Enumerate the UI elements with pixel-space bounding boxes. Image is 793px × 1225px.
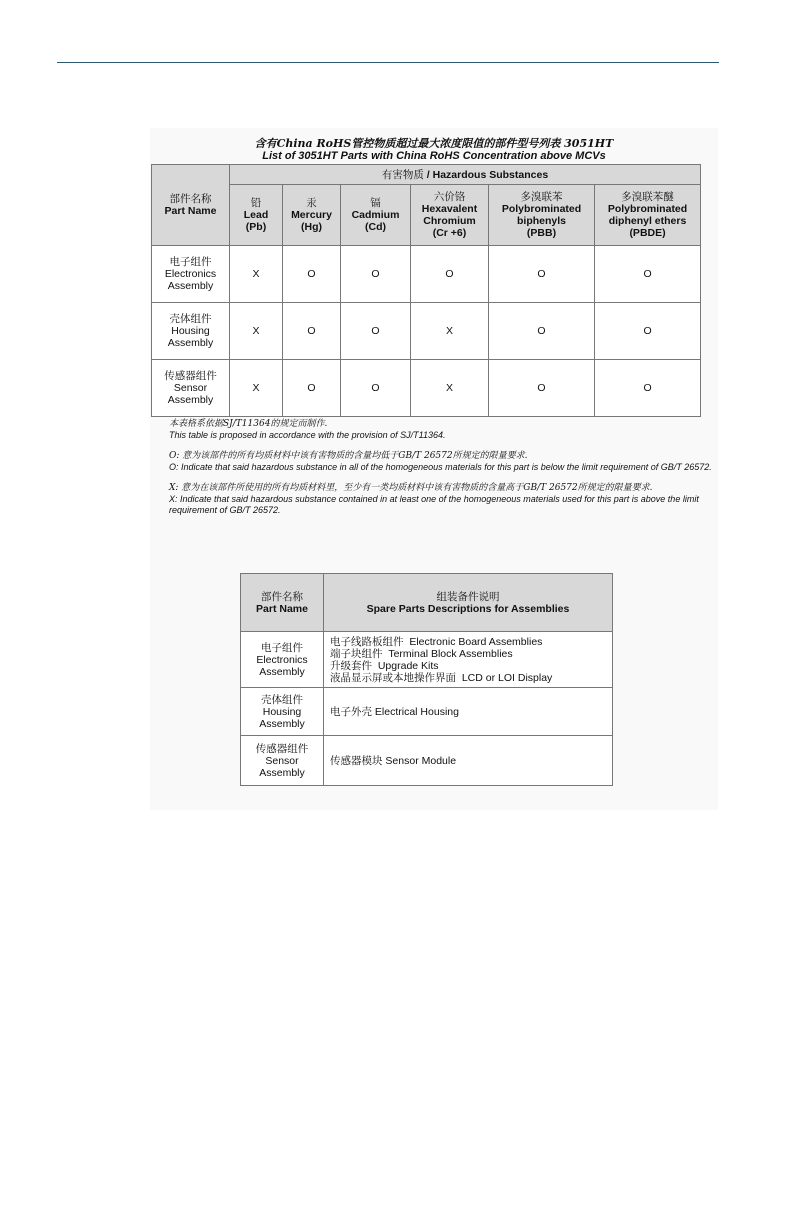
group-header-en: / Hazardous Substances xyxy=(426,168,549,181)
value-cell: O xyxy=(411,246,489,303)
table-row xyxy=(241,736,613,786)
part-name-header xyxy=(152,165,230,246)
substance-en: Lead xyxy=(243,209,269,221)
value-cell: X xyxy=(411,360,489,417)
header-rule xyxy=(57,62,719,63)
substance-en: (PBDE) xyxy=(629,227,666,239)
description-zh: 升级套件 xyxy=(330,659,372,672)
note-3-zh: X: 意为在该部件所使用的所有均质材料里，至少有一类均质材料中该有害物质的含量高于GB/T 26572所规定的限量要求. xyxy=(169,483,653,493)
note-3 xyxy=(169,482,717,516)
substance-zh: 六价铬 xyxy=(433,191,466,203)
part-name-cell xyxy=(152,360,230,417)
substance-en: Hexavalent xyxy=(421,203,478,215)
value-cell: O xyxy=(489,360,595,417)
substance-en: (Pb) xyxy=(245,221,267,233)
table-row xyxy=(241,632,613,688)
part-en: Sensor xyxy=(173,382,208,394)
description-line xyxy=(330,672,612,684)
description-line xyxy=(330,755,612,767)
substance-header xyxy=(411,185,489,246)
rohs-header-row xyxy=(152,165,701,185)
table-row xyxy=(152,360,701,417)
value-cell: X xyxy=(230,246,283,303)
substance-en: (Hg) xyxy=(301,221,322,233)
part-zh: 壳体组件 xyxy=(261,693,303,706)
value-cell: O xyxy=(489,246,595,303)
note-2 xyxy=(169,450,717,473)
part-zh: 传感器组件 xyxy=(164,370,217,382)
part-name-cell xyxy=(152,246,230,303)
table-row xyxy=(152,303,701,360)
part-en: Assembly xyxy=(259,717,305,730)
value-cell: O xyxy=(283,246,341,303)
part-en: Electronics xyxy=(256,653,308,666)
substance-en: Mercury xyxy=(291,209,332,221)
part-name-header xyxy=(241,574,324,632)
description-zh: 液晶显示屏或本地操作界面 xyxy=(330,671,456,684)
hazardous-substances-header xyxy=(230,165,701,185)
description-en: Sensor Module xyxy=(385,754,457,767)
description-header-zh: 组装备件说明 xyxy=(436,590,500,603)
substance-en: (Cd) xyxy=(365,221,386,233)
value-cell: X xyxy=(411,303,489,360)
note-2-zh: O: 意为该部件的所有均质材料中该有害物质的含量均低于GB/T 26572所规定的限量要求. xyxy=(169,451,528,461)
note-3-en: X: Indicate that said hazardous substance contained in at least one of the homogeneous materials used for this part is above the limit requirement of GB/T 26572. xyxy=(169,494,699,515)
substance-zh: 多溴联苯 xyxy=(520,191,563,203)
title-zh: 含有China RoHS管控物质超过最大浓度限值的部件型号列表 3051HT xyxy=(254,137,614,150)
part-zh: 电子组件 xyxy=(261,641,303,654)
part-name-cell xyxy=(152,303,230,360)
description-en: Upgrade Kits xyxy=(377,659,439,672)
substance-en: (PBB) xyxy=(526,227,557,239)
part-en: Assembly xyxy=(259,665,305,678)
substance-zh: 铅 xyxy=(250,197,262,209)
description-en: Electronic Board Assemblies xyxy=(409,635,543,648)
substance-en: (Cr +6) xyxy=(432,227,467,239)
description-cell xyxy=(324,736,613,786)
value-cell: O xyxy=(595,246,701,303)
part-en: Housing xyxy=(171,325,210,337)
substance-en: diphenyl ethers xyxy=(608,215,687,227)
part-zh: 壳体组件 xyxy=(169,313,212,325)
description-en: LCD or LOI Display xyxy=(461,671,553,684)
substance-en: Polybrominated xyxy=(607,203,688,215)
value-cell: O xyxy=(595,303,701,360)
part-name-cell xyxy=(241,688,324,736)
description-header-en: Spare Parts Descriptions for Assemblies xyxy=(366,602,570,615)
value-cell: O xyxy=(341,360,411,417)
value-cell: O xyxy=(341,303,411,360)
note-2-en: O: Indicate that said hazardous substance in all of the homogeneous materials for this part is below the limit requirement of GB/T 26572. xyxy=(169,462,712,472)
value-cell: X xyxy=(230,303,283,360)
substance-header xyxy=(230,185,283,246)
note-1 xyxy=(169,418,717,441)
substance-header xyxy=(341,185,411,246)
part-name-header-zh: 部件名称 xyxy=(169,193,212,205)
description-header xyxy=(324,574,613,632)
part-name-header-zh: 部件名称 xyxy=(261,590,303,603)
part-name-header-en: Part Name xyxy=(164,205,217,217)
substance-zh: 多溴联苯醚 xyxy=(621,191,674,203)
part-en: Sensor xyxy=(265,754,299,767)
description-line xyxy=(330,648,612,660)
description-zh: 端子块组件 xyxy=(330,647,383,660)
group-header-zh: 有害物质 xyxy=(381,168,424,181)
part-en: Assembly xyxy=(167,337,214,349)
part-name-cell xyxy=(241,632,324,688)
substance-en: Polybrominated xyxy=(501,203,582,215)
part-en: Housing xyxy=(262,705,302,718)
table-row xyxy=(241,688,613,736)
substance-en: Cadmium xyxy=(351,209,400,221)
description-en: Terminal Block Assemblies xyxy=(388,647,513,660)
description-line xyxy=(330,706,612,718)
substance-header xyxy=(489,185,595,246)
substance-zh: 镉 xyxy=(370,197,381,209)
description-zh: 传感器模块 xyxy=(330,754,383,767)
substance-header xyxy=(283,185,341,246)
value-cell: O xyxy=(489,303,595,360)
substance-header xyxy=(595,185,701,246)
part-zh: 传感器组件 xyxy=(255,742,309,755)
substance-en: biphenyls xyxy=(516,215,566,227)
value-cell: X xyxy=(230,360,283,417)
note-1-zh: 本表格系依据SJ/T11364的规定而制作. xyxy=(169,419,328,429)
description-zh: 电子外壳 xyxy=(330,705,372,718)
title-en: List of 3051HT Parts with China RoHS Concentration above MCVs xyxy=(262,150,606,162)
note-1-en: This table is proposed in accordance with the provision of SJ/T11364. xyxy=(169,430,446,440)
description-cell xyxy=(324,632,613,688)
part-en: Assembly xyxy=(167,280,214,292)
value-cell: O xyxy=(283,303,341,360)
part-en: Assembly xyxy=(259,766,305,779)
part-en: Assembly xyxy=(167,394,214,406)
description-line xyxy=(330,660,612,672)
description-en: Electrical Housing xyxy=(374,705,459,718)
notes xyxy=(169,418,717,525)
part-name-header-en: Part Name xyxy=(256,602,308,615)
substance-en: Chromium xyxy=(423,215,476,227)
value-cell: O xyxy=(283,360,341,417)
value-cell: O xyxy=(595,360,701,417)
part-en: Electronics xyxy=(164,268,217,280)
description-line xyxy=(330,636,612,648)
substance-zh: 汞 xyxy=(306,197,317,209)
rohs-table xyxy=(151,164,701,417)
description-cell xyxy=(324,688,613,736)
part-zh: 电子组件 xyxy=(169,256,212,268)
spare-parts-table xyxy=(240,573,613,786)
description-zh: 电子线路板组件 xyxy=(330,635,404,648)
substance-header-row xyxy=(152,185,701,246)
spare-header-row xyxy=(241,574,613,632)
title-block xyxy=(150,137,718,163)
value-cell: O xyxy=(341,246,411,303)
table-row xyxy=(152,246,701,303)
part-name-cell xyxy=(241,736,324,786)
